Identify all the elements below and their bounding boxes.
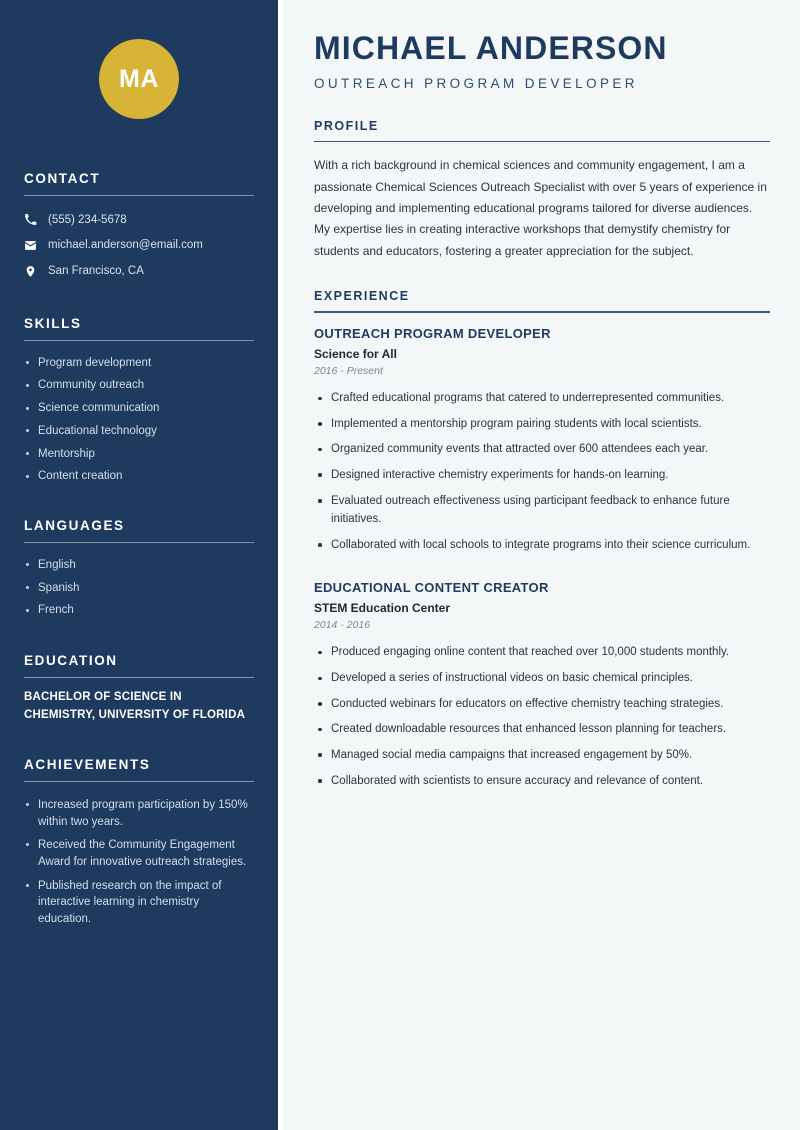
education-divider <box>24 677 254 678</box>
profile-text: With a rich background in chemical sciences and community engagement, I am a passionate Chemical Sciences Outreach Specialist with over 5 years of experience in developing and implementing educational programs tailored for diverse audiences. My expertise lies in creating interactive workshops that demystify chemistry for students and educators, fostering a greater appreciation for the subject. <box>314 158 767 258</box>
list-item: Created downloadable resources that enhanced lesson planning for teachers. <box>314 717 770 743</box>
experience-section <box>314 289 770 794</box>
list-item: Content creation <box>24 465 254 488</box>
page-title: MICHAEL ANDERSON <box>314 30 668 66</box>
list-item: Managed social media campaigns that increased engagement by 50%. <box>314 742 770 768</box>
achievements-section <box>24 757 254 931</box>
list-item: French <box>24 599 254 622</box>
phone-icon <box>24 213 37 226</box>
contact-divider <box>24 195 254 196</box>
experience-entry <box>314 580 770 794</box>
list-item: Conducted webinars for educators on effective chemistry teaching strategies. <box>314 691 770 717</box>
job-company: STEM Education Center <box>314 600 451 615</box>
job-bullet-list <box>314 386 770 558</box>
job-title: OUTREACH PROGRAM DEVELOPER <box>314 325 551 341</box>
contact-section <box>24 171 254 285</box>
achievements-divider <box>24 781 254 782</box>
list-item: Implemented a mentorship program pairing students with local scientists. <box>314 411 770 437</box>
avatar: MA <box>99 39 179 119</box>
list-item: Evaluated outreach effectiveness using participant feedback to enhance future initiatives. <box>314 488 770 532</box>
job-company: Science for All <box>314 346 397 361</box>
job-bullet-list <box>314 640 770 794</box>
list-item: Mentorship <box>24 443 254 466</box>
list-item: Produced engaging online content that reached over 10,000 students monthly. <box>314 640 770 666</box>
list-item: Collaborated with local schools to integrate programs into their science curriculum. <box>314 532 770 558</box>
education-heading: EDUCATION <box>24 652 118 668</box>
list-item: Crafted educational programs that catered to underrepresented communities. <box>314 386 770 412</box>
list-item: Designed interactive chemistry experiments for hands-on learning. <box>314 462 770 488</box>
list-item: Developed a series of instructional videos on basic chemical principles. <box>314 666 770 692</box>
skills-heading: SKILLS <box>24 315 82 331</box>
list-item: Increased program participation by 150% within two years. <box>24 793 254 833</box>
experience-entry <box>314 326 770 558</box>
languages-section <box>24 518 254 622</box>
avatar-container <box>24 0 254 119</box>
contact-location-value: San Francisco, CA <box>48 265 144 278</box>
job-subtitle: OUTREACH PROGRAM DEVELOPER <box>314 75 638 91</box>
list-item: Organized community events that attracted over 600 attendees each year. <box>314 437 770 463</box>
list-item: Collaborated with scientists to ensure accuracy and relevance of content. <box>314 768 770 794</box>
contact-item-email[interactable] <box>24 233 254 259</box>
skills-divider <box>24 340 254 341</box>
education-section <box>24 653 254 725</box>
contact-item-phone[interactable] <box>24 207 254 233</box>
list-item: Program development <box>24 352 254 375</box>
contact-email-value: michael.anderson@email.com <box>48 239 203 252</box>
list-item: Published research on the impact of interactive learning in chemistry education. <box>24 874 254 931</box>
sidebar <box>0 0 278 1130</box>
skills-list <box>24 352 254 488</box>
list-item: Received the Community Engagement Award for innovative outreach strategies. <box>24 834 254 874</box>
experience-divider <box>314 311 770 313</box>
experience-heading: EXPERIENCE <box>314 289 410 304</box>
achievements-list <box>24 793 254 931</box>
envelope-icon <box>24 239 37 252</box>
list-item: Educational technology <box>24 420 254 443</box>
languages-divider <box>24 542 254 543</box>
languages-heading: LANGUAGES <box>24 517 125 533</box>
contact-list <box>24 207 254 285</box>
job-dates: 2014 - 2016 <box>314 618 371 631</box>
list-item: Science communication <box>24 397 254 420</box>
languages-list <box>24 554 254 622</box>
list-item: Community outreach <box>24 374 254 397</box>
list-item: English <box>24 554 254 577</box>
profile-divider <box>314 141 770 143</box>
profile-heading: PROFILE <box>314 118 379 133</box>
job-title: EDUCATIONAL CONTENT CREATOR <box>314 579 549 595</box>
main-content <box>278 0 800 1130</box>
achievements-heading: ACHIEVEMENTS <box>24 757 151 773</box>
contact-phone-value: (555) 234-5678 <box>48 213 127 226</box>
location-pin-icon <box>24 265 37 278</box>
contact-heading: CONTACT <box>24 171 101 186</box>
profile-section <box>314 119 770 262</box>
contact-item-location[interactable] <box>24 259 254 285</box>
skills-section <box>24 316 254 488</box>
education-entry: BACHELOR OF SCIENCE IN CHEMISTRY, UNIVERSITY OF FLORIDA <box>24 690 246 721</box>
job-dates: 2016 - Present <box>314 364 383 377</box>
list-item: Spanish <box>24 577 254 600</box>
